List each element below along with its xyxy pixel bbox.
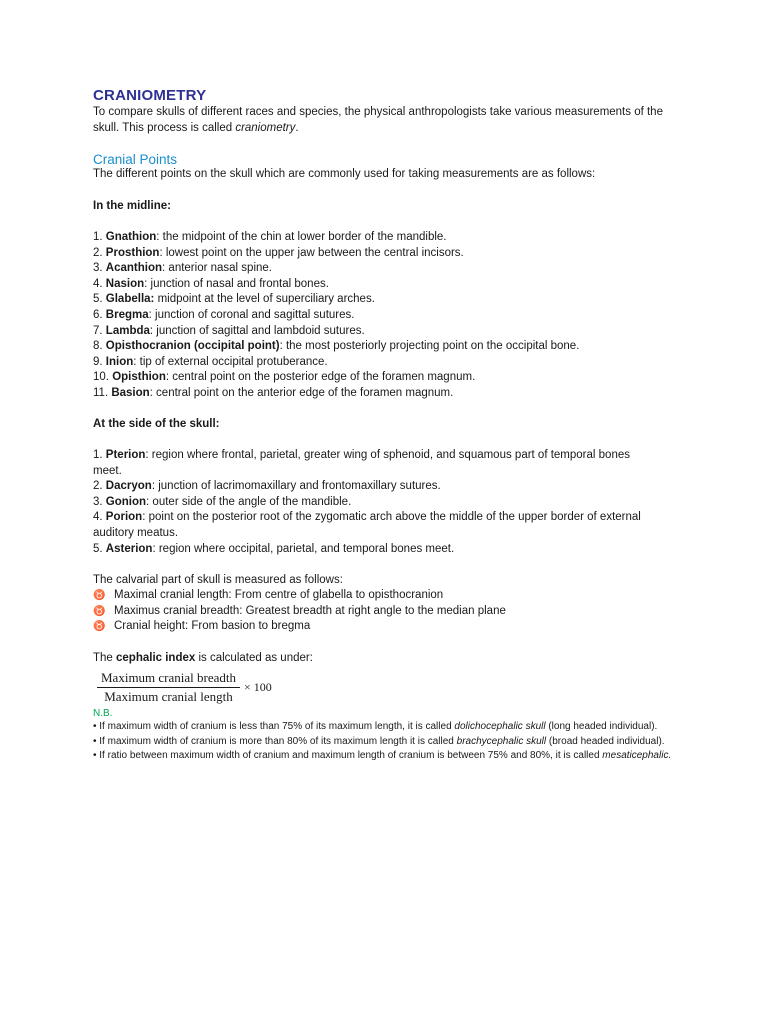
note-text: • If maximum width of cranium is more than 80% of its maximum length it is called — [93, 735, 457, 747]
note-item — [93, 749, 686, 764]
taurus-bullet-icon: ♉ — [93, 590, 106, 601]
fraction — [97, 670, 240, 705]
item-term: Inion — [105, 355, 134, 368]
calvarial-intro: The calvarial part of skull is measured as follows: — [93, 574, 343, 586]
item-number: 11. — [93, 386, 112, 399]
calvarial-list — [93, 588, 682, 635]
item-desc: : tip of external occipital protuberance. — [133, 355, 328, 368]
list-item — [93, 261, 682, 277]
list-item — [93, 277, 682, 293]
item-desc: : central point on the anterior edge of the foramen magnum. — [149, 386, 454, 399]
intro-term: craniometry — [235, 121, 296, 134]
cranial-points-intro: The different points on the skull which are commonly used for taking measurements are as follows: — [93, 168, 596, 180]
item-number: 1. — [93, 231, 106, 243]
taurus-bullet-icon: ♉ — [93, 605, 106, 617]
list-item — [93, 292, 682, 308]
note-item — [93, 720, 686, 735]
formula-multiplier: × 100 — [244, 679, 272, 694]
item-text: Maximal cranial length: From centre of glabella to opisthocranion — [114, 589, 444, 601]
item-desc: : junction of lacrimomaxillary and frontomaxillary sutures. — [151, 480, 441, 493]
list-item — [93, 448, 648, 479]
cephalic-intro — [93, 651, 682, 667]
item-term: Acanthion — [105, 262, 163, 275]
item-number: 10. — [93, 371, 113, 384]
intro-end: . — [295, 121, 299, 134]
item-term: Bregma — [105, 308, 149, 321]
section-heading-cranial-points: Cranial Points — [93, 152, 178, 167]
note-term: dolichocephalic skull — [454, 721, 546, 732]
item-number: 3. — [93, 495, 106, 508]
item-number: 4. — [93, 277, 106, 290]
item-number: 1. — [93, 449, 106, 461]
item-desc: : the most posteriorly projecting point on the occipital bone. — [279, 340, 580, 353]
list-item — [93, 542, 648, 558]
item-term: Nasion — [105, 277, 145, 290]
fraction-numerator: Maximum cranial breadth — [97, 670, 240, 688]
item-desc: : junction of coronal and sagittal sutures. — [148, 308, 355, 321]
nb-label: N.B. — [93, 708, 113, 719]
note-text-end: (broad headed individual). — [546, 735, 665, 747]
cephalic-term: cephalic index — [116, 652, 196, 664]
note-text-end: (long headed individual). — [545, 721, 658, 732]
item-term: Dacryon — [105, 480, 152, 493]
cephalic-pre: The — [93, 652, 117, 664]
midline-list — [93, 230, 682, 402]
item-number: 5. — [93, 542, 106, 555]
cephalic-post: is calculated as under: — [195, 652, 313, 664]
item-text: Cranial height: From basion to bregma — [114, 620, 311, 633]
note-text: • If ratio between maximum width of cranium and maximum length of cranium is between 75% and 80%, it is called — [93, 750, 603, 761]
taurus-bullet-icon: ♉ — [93, 621, 106, 633]
item-number: 4. — [93, 511, 106, 524]
list-item — [93, 619, 682, 635]
intro-paragraph — [93, 105, 682, 136]
list-item — [93, 479, 648, 495]
nb-notes — [93, 720, 686, 764]
list-item — [93, 339, 682, 355]
item-term: Prosthion — [105, 246, 160, 259]
note-text: • If maximum width of cranium is less than 75% of its maximum length, it is called — [93, 721, 455, 732]
item-number: 6. — [93, 308, 106, 321]
side-list — [93, 448, 648, 557]
list-item — [93, 355, 682, 371]
list-item — [93, 495, 648, 511]
list-item — [93, 588, 682, 604]
item-term: Gnathion — [105, 231, 157, 243]
item-number: 2. — [93, 480, 106, 493]
item-number: 5. — [93, 293, 106, 306]
side-heading — [93, 417, 682, 433]
list-item — [93, 246, 682, 262]
item-desc: : junction of sagittal and lambdoid sutures. — [149, 324, 365, 337]
item-number: 2. — [93, 246, 106, 259]
item-number: 3. — [93, 262, 106, 275]
item-term: Glabella: — [105, 293, 155, 306]
midline-heading-text: In the midline: — [93, 200, 171, 212]
item-desc: : point on the posterior root of the zygomatic arch above the middle of the upper border of external auditory meatus. — [93, 511, 641, 539]
intro-text: To compare skulls of different races and species, the physical anthropologists take various measurements of the skull. This process is called — [93, 106, 663, 134]
list-item — [93, 386, 682, 402]
item-term: Asterion — [105, 542, 153, 555]
item-term: Opisthocranion (occipital point) — [105, 340, 280, 353]
list-item — [93, 510, 648, 541]
page-title: CRANIOMETRY — [93, 87, 207, 104]
note-term: brachycephalic skull — [456, 735, 547, 747]
cephalic-index-formula — [97, 670, 272, 704]
side-heading-text: At the side of the skull: — [93, 418, 220, 430]
item-desc: : lowest point on the upper jaw between the central incisors. — [159, 246, 464, 259]
list-item — [93, 370, 682, 386]
item-desc: : junction of nasal and frontal bones. — [144, 277, 329, 290]
item-term: Opisthion — [112, 371, 166, 384]
item-desc: : the midpoint of the chin at lower border of the mandible. — [156, 231, 447, 243]
item-number: 7. — [93, 324, 106, 337]
list-item — [93, 308, 682, 324]
list-item — [93, 324, 682, 340]
item-term: Lambda — [105, 324, 150, 337]
item-desc: : central point on the posterior edge of the foramen magnum. — [165, 371, 476, 384]
item-desc: : region where frontal, parietal, greater wing of sphenoid, and squamous part of temporal bones meet. — [93, 449, 630, 477]
item-term: Gonion — [105, 495, 147, 508]
item-desc: : region where occipital, parietal, and temporal bones meet. — [152, 542, 455, 555]
list-item — [93, 604, 682, 620]
item-term: Basion — [111, 386, 150, 399]
item-desc: : anterior nasal spine. — [162, 262, 272, 275]
item-number: 9. — [93, 355, 106, 368]
item-desc: midpoint at the level of superciliary arches. — [154, 293, 375, 306]
item-term: Porion — [105, 511, 143, 524]
note-term: mesaticephalic. — [602, 750, 672, 761]
item-text: Maximus cranial breadth: Greatest breadth at right angle to the median plane — [114, 604, 506, 617]
midline-heading — [93, 199, 682, 215]
item-desc: : outer side of the angle of the mandible. — [146, 495, 352, 508]
note-item — [93, 735, 686, 750]
list-item — [93, 230, 682, 246]
fraction-denominator: Maximum cranial length — [104, 689, 233, 704]
item-number: 8. — [93, 340, 106, 353]
item-term: Pterion — [105, 449, 146, 461]
